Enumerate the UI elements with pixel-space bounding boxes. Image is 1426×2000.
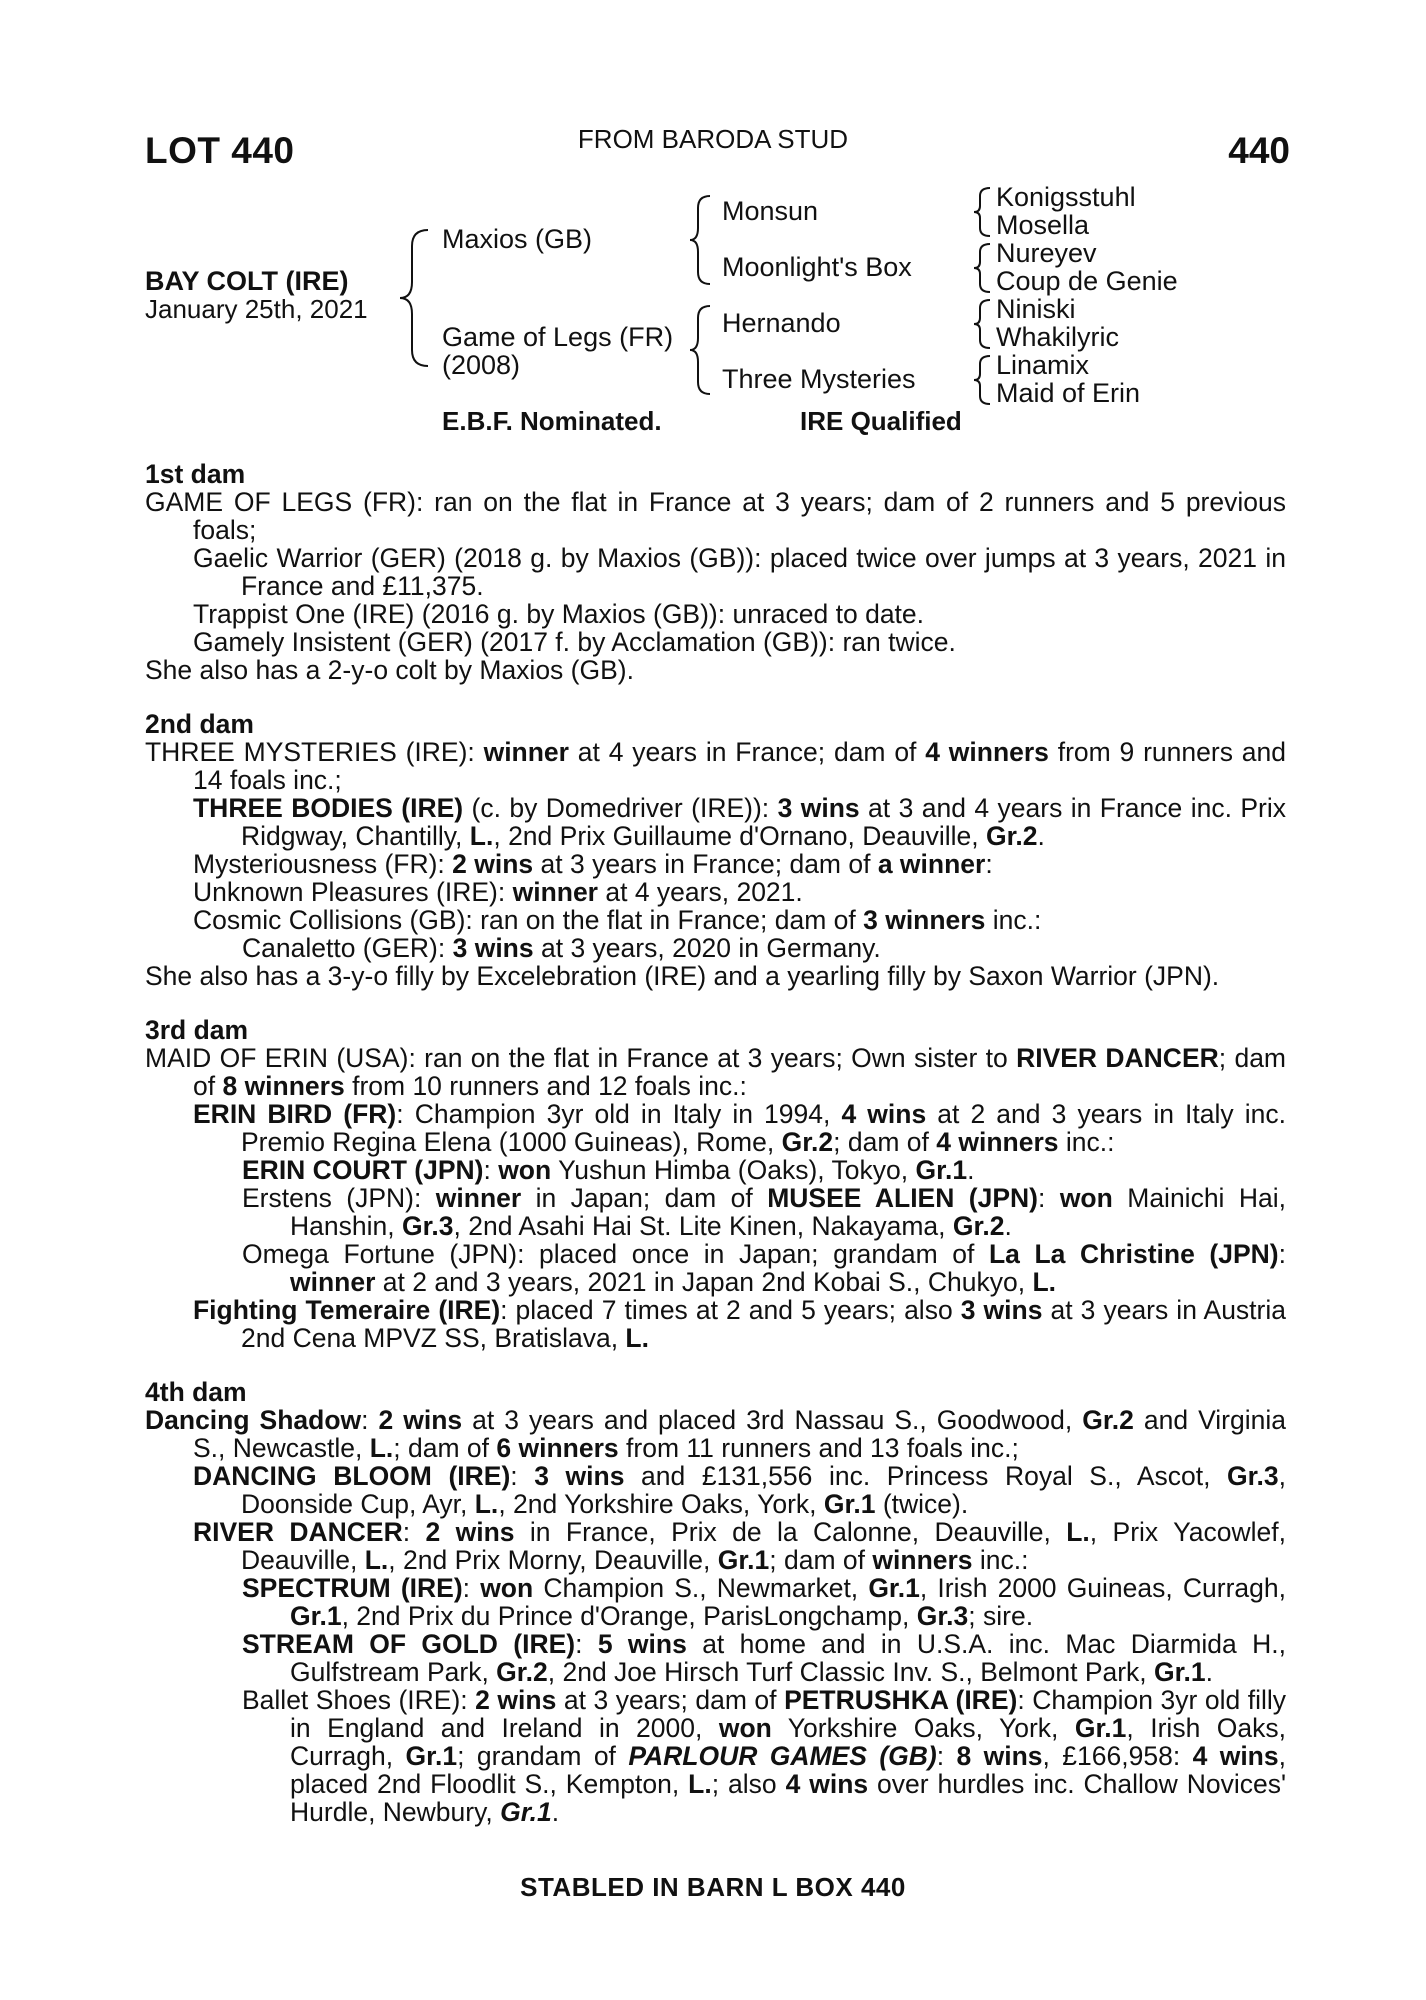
ebf-nominated: E.B.F. Nominated. (442, 406, 662, 436)
section-heading: 2nd dam (145, 709, 254, 739)
record-line: Erstens (JPN): winner in Japan; dam of MUSEE ALIEN (JPN): won Mainichi Hai, Hanshin, Gr.3, 2nd Asahi Hai St. Lite Kinen, Nakayama, Gr.2. (242, 1183, 1286, 1241)
pedigree-dsd: Whakilyric (996, 322, 1120, 352)
record-line: GAME OF LEGS (FR): ran on the flat in France at 3 years; dam of 2 runners and 5 previous foals; (145, 487, 1286, 545)
pedigree-sdd: Coup de Genie (996, 266, 1178, 296)
section-heading: 4th dam (145, 1377, 247, 1407)
section-heading: 3rd dam (145, 1015, 249, 1045)
lot-number: 440 (1228, 130, 1290, 171)
record-line: THREE BODIES (IRE) (c. by Domedriver (IRE)): 3 wins at 3 and 4 years in France inc. Prix Ridgway, Chantilly, L., 2nd Prix Guillaume d'Ornano, Deauville, Gr.2. (193, 793, 1286, 851)
horse-title: BAY COLT (IRE) (145, 266, 349, 296)
dam-section (145, 1378, 1286, 1826)
pedigree-dds: Linamix (996, 350, 1090, 380)
record-line: Ballet Shoes (IRE): 2 wins at 3 years; dam of PETRUSHKA (IRE): Champion 3yr old filly in England and Ireland in 2000, won Yorkshire Oaks, York, Gr.1, Irish Oaks, Curragh, Gr.1; grandam of PARLOUR GAMES (GB): 8 wins, £166,958: 4 wins, placed 2nd Floodlit S., Kempton, L.; also 4 wins over hurdles inc. Challow Novices' Hurdle, Newbury, Gr.1. (242, 1685, 1287, 1827)
brace-ss (974, 188, 990, 236)
record-line: Dancing Shadow: 2 wins at 3 years and placed 3rd Nassau S., Goodwood, Gr.2 and Virginia S., Newcastle, L.; dam of 6 winners from 11 runners and 13 foals inc.; (145, 1405, 1286, 1463)
record-line: Gaelic Warrior (GER) (2018 g. by Maxios (GB)): placed twice over jumps at 3 years, 2021 in France and £11,375. (193, 543, 1286, 601)
record-line: Cosmic Collisions (GB): ran on the flat in France; dam of 3 winners inc.: (193, 905, 1042, 935)
pedigree-dam-sire: Hernando (722, 308, 841, 338)
pedigree-sss: Konigsstuhl (996, 182, 1136, 212)
pedigree-sds: Nureyev (996, 238, 1097, 268)
record-line: DANCING BLOOM (IRE): 3 wins and £131,556 inc. Princess Royal S., Ascot, Gr.3, Doonside Cup, Ayr, L., 2nd Yorkshire Oaks, York, Gr.1 (twice). (193, 1461, 1286, 1519)
pedigree-ddd: Maid of Erin (996, 378, 1141, 408)
foaled-date: January 25th, 2021 (145, 294, 368, 324)
pedigree-sire-sire: Monsun (722, 196, 819, 226)
brace-sd (974, 244, 990, 292)
record-line: ERIN COURT (JPN): won Yushun Himba (Oaks), Tokyo, Gr.1. (242, 1155, 975, 1185)
pedigree-braces (0, 0, 1426, 440)
record-line: She also has a 3-y-o filly by Excelebration (IRE) and a yearling filly by Saxon Warrior (JPN). (145, 961, 1220, 991)
record-line: MAID OF ERIN (USA): ran on the flat in France at 3 years; Own sister to RIVER DANCER; dam of 8 winners from 10 runners and 12 foals inc.: (145, 1043, 1287, 1101)
brace-ds (974, 300, 990, 348)
record-line: Mysteriousness (FR): 2 wins at 3 years in France; dam of a winner: (193, 849, 993, 879)
pedigree-dam-year: (2008) (442, 350, 521, 380)
produce-record (145, 460, 1286, 1826)
record-line: Gamely Insistent (GER) (2017 f. by Acclamation (GB)): ran twice. (193, 627, 956, 657)
pedigree-dam: Game of Legs (FR) (442, 322, 674, 352)
record-line: Canaletto (GER): 3 wins at 3 years, 2020 in Germany. (242, 933, 881, 963)
pedigree-sire: Maxios (GB) (442, 224, 593, 254)
pedigree-sire-dam: Moonlight's Box (722, 252, 912, 282)
lot-label: LOT 440 (145, 130, 295, 171)
consignor: FROM BARODA STUD (577, 124, 849, 154)
dam-section (145, 1016, 1286, 1352)
record-line: She also has a 2-y-o colt by Maxios (GB). (145, 655, 634, 685)
record-line: STREAM OF GOLD (IRE): 5 wins at home and in U.S.A. inc. Mac Diarmida H., Gulfstream Park, Gr.2, 2nd Joe Hirsch Turf Classic Inv. S., Belmont Park, Gr.1. (242, 1629, 1286, 1687)
dam-section (145, 460, 1286, 684)
record-line: Unknown Pleasures (IRE): winner at 4 years, 2021. (193, 877, 803, 907)
record-line: THREE MYSTERIES (IRE): winner at 4 years in France; dam of 4 winners from 9 runners and 14 foals inc.; (145, 737, 1286, 795)
brace-sire (690, 196, 710, 284)
pedigree-ssd: Mosella (996, 210, 1090, 240)
stabling-info: STABLED IN BARN L BOX 440 (520, 1872, 906, 1902)
record-line: ERIN BIRD (FR): Champion 3yr old in Italy in 1994, 4 wins at 2 and 3 years in Italy inc. Premio Regina Elena (1000 Guineas), Rome, Gr.2; dam of 4 winners inc.: (193, 1099, 1286, 1157)
brace-dam (690, 306, 710, 394)
pedigree-dam-dam: Three Mysteries (722, 364, 916, 394)
ire-qualified: IRE Qualified (800, 406, 962, 436)
record-line: SPECTRUM (IRE): won Champion S., Newmarket, Gr.1, Irish 2000 Guineas, Curragh, Gr.1, 2nd Prix du Prince d'Orange, ParisLongchamp, Gr.3; sire. (242, 1573, 1286, 1631)
section-heading: 1st dam (145, 459, 246, 489)
record-line: Omega Fortune (JPN): placed once in Japan; grandam of La La Christine (JPN): winner at 2 and 3 years, 2021 in Japan 2nd Kobai S., Chukyo, L. (242, 1239, 1286, 1297)
record-line: Trappist One (IRE) (2016 g. by Maxios (GB)): unraced to date. (193, 599, 925, 629)
pedigree-dss: Niniski (996, 294, 1076, 324)
record-line: RIVER DANCER: 2 wins in France, Prix de la Calonne, Deauville, L., Prix Yacowlef, Deauville, L., 2nd Prix Morny, Deauville, Gr.1; dam of winners inc.: (193, 1517, 1286, 1575)
record-line: Fighting Temeraire (IRE): placed 7 times at 2 and 5 years; also 3 wins at 3 years in Austria 2nd Cena MPVZ SS, Bratislava, L. (193, 1295, 1286, 1353)
brace-colt (400, 230, 428, 366)
brace-dd (974, 356, 990, 404)
dam-section (145, 710, 1286, 990)
